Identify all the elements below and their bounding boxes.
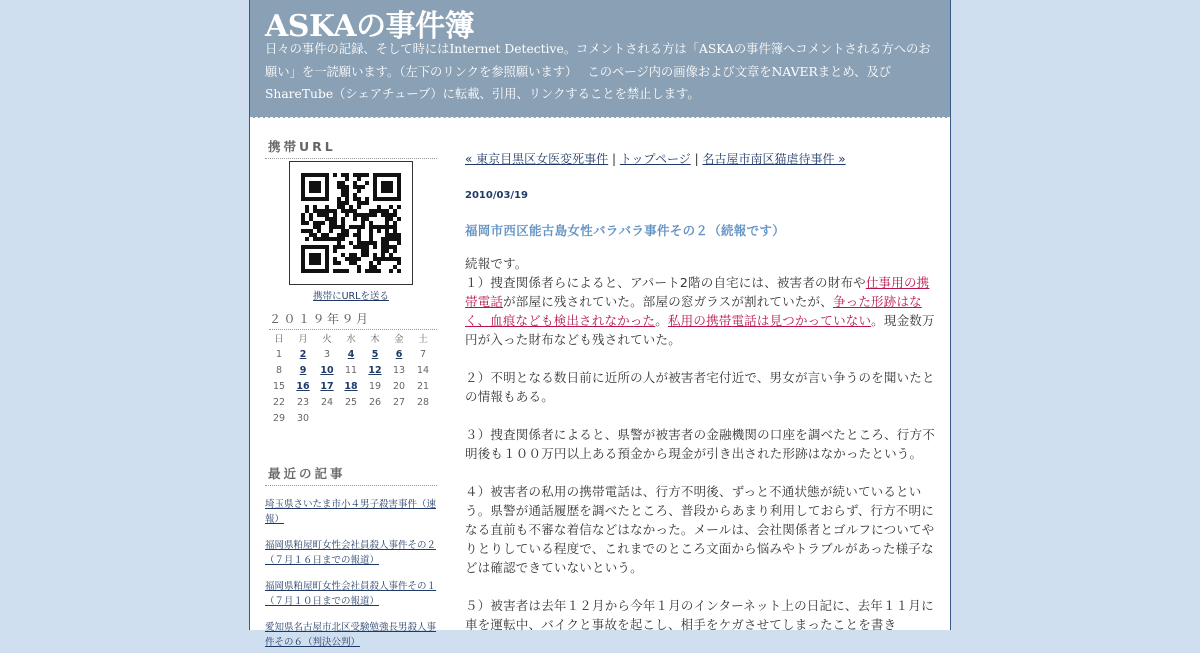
qr-code-icon — [289, 161, 413, 285]
top-page-link[interactable]: トップページ — [619, 152, 691, 166]
calendar-week-row — [267, 378, 435, 394]
calendar-day-link[interactable]: 18 — [344, 380, 358, 392]
work-phone-link[interactable]: 仕事用の携帯電話 — [465, 275, 930, 309]
send-url-to-mobile-link[interactable]: 携帯にURLを送る — [313, 291, 389, 302]
entry-title: 福岡市西区能古島女性バラバラ事件その２（続報です） — [465, 223, 786, 238]
calendar-day — [315, 410, 339, 426]
recent-posts-list — [265, 497, 437, 650]
calendar-day: 7 — [419, 348, 427, 360]
entry-date: 2010/03/19 — [465, 190, 528, 201]
page-container — [249, 0, 951, 648]
calendar-weekday: 土 — [418, 334, 428, 345]
calendar-day-cell — [363, 346, 387, 362]
paragraph-text: 。現金数万円が入った財布なども残されていた。 — [465, 313, 935, 347]
calendar-day: 29 — [272, 412, 286, 424]
blog-description: 日々の事件の記録、そして時にはInternet Detective。コメントされる方は「ASKAの事件簿へコメントされる方へのお願い」を一読願います。（左下のリンクを参照願います） このページ内の画像および文章をNAVERまとめ、及びShareTube（シェアチューブ）に転載、引用、リンクすることを禁止します。 — [265, 42, 931, 101]
recent-post-link[interactable]: 埼玉県さいたま市小４男子殺害事件（速報） — [265, 499, 437, 525]
calendar-day: 30 — [296, 412, 310, 424]
calendar-day-cell — [363, 362, 387, 378]
entry-paragraph-5: ５）被害者は去年１２月から今年１月のインターネット上の日記に、去年１１月に車を運転中、バイクと事故を起こし、相手をケガさせてしまったことを書き — [465, 598, 934, 632]
next-entry-link[interactable]: 名古屋市南区猫虐待事件 » — [702, 152, 846, 166]
calendar-day: 20 — [392, 380, 406, 392]
calendar-title: ２０１９年９月 — [269, 310, 437, 330]
entry-body — [465, 254, 935, 634]
blog-title-link[interactable]: ASKAの事件簿 — [265, 9, 475, 44]
calendar-day: 19 — [368, 380, 382, 392]
calendar-day: 13 — [392, 364, 406, 376]
calendar-day — [387, 410, 411, 426]
calendar-day-cell — [339, 378, 363, 394]
calendar-day-link[interactable]: 4 — [347, 348, 355, 360]
no-struggle-link[interactable]: 争った形跡はなく、血痕なども検出されなかった — [465, 294, 922, 328]
calendar-day-cell — [315, 362, 339, 378]
private-phone-link[interactable]: 私用の携帯電話は見つかっていない — [667, 313, 872, 328]
entry-paragraph-3: ３）捜査関係者によると、県警が被害者の金融機関の口座を調べたところ、行方不明後も１００万円以上ある預金から現金が引き出された形跡はなかったという。 — [465, 427, 935, 461]
calendar-day-cell — [291, 346, 315, 362]
entry-paragraph-2: ２）不明となる数日前に近所の人が被害者宅付近で、男女が言い争うのを聞いたとの情報もある。 — [465, 370, 935, 404]
calendar-week-row — [267, 410, 435, 426]
calendar-day-cell — [339, 346, 363, 362]
calendar-day-link[interactable]: 6 — [395, 348, 403, 360]
calendar-week-row — [267, 346, 435, 362]
calendar-day: 15 — [272, 380, 286, 392]
nav-separator: | — [608, 152, 620, 166]
recent-posts-heading: 最近の記事 — [265, 464, 437, 486]
calendar-day: 22 — [272, 396, 286, 408]
calendar-day — [363, 410, 387, 426]
calendar-weekday-row — [267, 330, 435, 346]
calendar-day — [411, 410, 435, 426]
nav-separator: | — [690, 152, 703, 166]
prev-entry-link[interactable]: « 東京目黒区女医変死事件 — [465, 152, 609, 166]
entry-navigation — [465, 150, 935, 167]
calendar-day: 1 — [275, 348, 283, 360]
calendar-day-link[interactable]: 9 — [299, 364, 307, 376]
calendar-day: 3 — [323, 348, 331, 360]
calendar-day: 24 — [320, 396, 334, 408]
calendar-day: 27 — [392, 396, 406, 408]
calendar-weekday: 火 — [322, 334, 332, 345]
calendar-day-link[interactable]: 5 — [371, 348, 379, 360]
sidebar — [265, 137, 437, 650]
calendar-day-cell — [315, 378, 339, 394]
calendar-day: 21 — [416, 380, 430, 392]
calendar-day: 28 — [416, 396, 430, 408]
calendar-day: 23 — [296, 396, 310, 408]
calendar-week-row — [267, 394, 435, 410]
calendar-day: 14 — [416, 364, 430, 376]
calendar-weekday: 水 — [346, 334, 356, 345]
calendar-day: 25 — [344, 396, 358, 408]
calendar-day-cell — [291, 362, 315, 378]
calendar-day: 11 — [344, 364, 358, 376]
calendar-day-link[interactable]: 2 — [299, 348, 307, 360]
calendar-weekday: 日 — [274, 334, 284, 345]
calendar-day-link[interactable]: 12 — [368, 364, 382, 376]
calendar-weekday: 金 — [394, 334, 404, 345]
mobile-url-heading: 携帯URL — [265, 137, 437, 159]
calendar-day — [339, 410, 363, 426]
calendar-day: 8 — [275, 364, 283, 376]
calendar — [267, 330, 435, 426]
paragraph-text: 。 — [655, 313, 668, 328]
recent-post-link[interactable]: 福岡県粕屋町女性会社員殺人事件その２（７月１６日までの報道） — [265, 540, 437, 566]
entry-paragraph-4: ４）被害者の私用の携帯電話は、行方不明後、ずっと不通状態が続いているという。県警が通話履歴を調べたところ、普段からあまり利用しておらず、行方不明になる直前も不審な着信などはなかった。メールは、会社関係者とゴルフについてやりとりしている程度で、これまでのところ文面から悩みやトラブルがあった様子などは確認できていないという。 — [465, 484, 935, 575]
calendar-weekday: 月 — [298, 334, 308, 345]
calendar-day-link[interactable]: 16 — [296, 380, 310, 392]
blog-banner — [250, 0, 950, 118]
recent-post-link[interactable]: 愛知県名古屋市北区受験勉強長男殺人事件その６（判決公判） — [265, 622, 437, 648]
calendar-day-link[interactable]: 10 — [320, 364, 334, 376]
entry-paragraph-1 — [465, 273, 935, 349]
calendar-day-link[interactable]: 17 — [320, 380, 334, 392]
calendar-day: 26 — [368, 396, 382, 408]
calendar-week-row — [267, 362, 435, 378]
entry-intro: 続報です。 — [465, 256, 528, 271]
calendar-weekday: 木 — [370, 334, 380, 345]
main-content — [465, 150, 935, 653]
calendar-day-cell — [387, 346, 411, 362]
paragraph-text: が部屋に残されていた。部屋の窓ガラスが割れていたが、 — [503, 294, 833, 309]
calendar-day-cell — [291, 378, 315, 394]
paragraph-text: １）捜査関係者らによると、アパート2階の自宅には、被害者の財布や — [465, 275, 866, 290]
recent-post-link[interactable]: 福岡県粕屋町女性会社員殺人事件その１（７月１０日までの報道） — [265, 581, 437, 607]
